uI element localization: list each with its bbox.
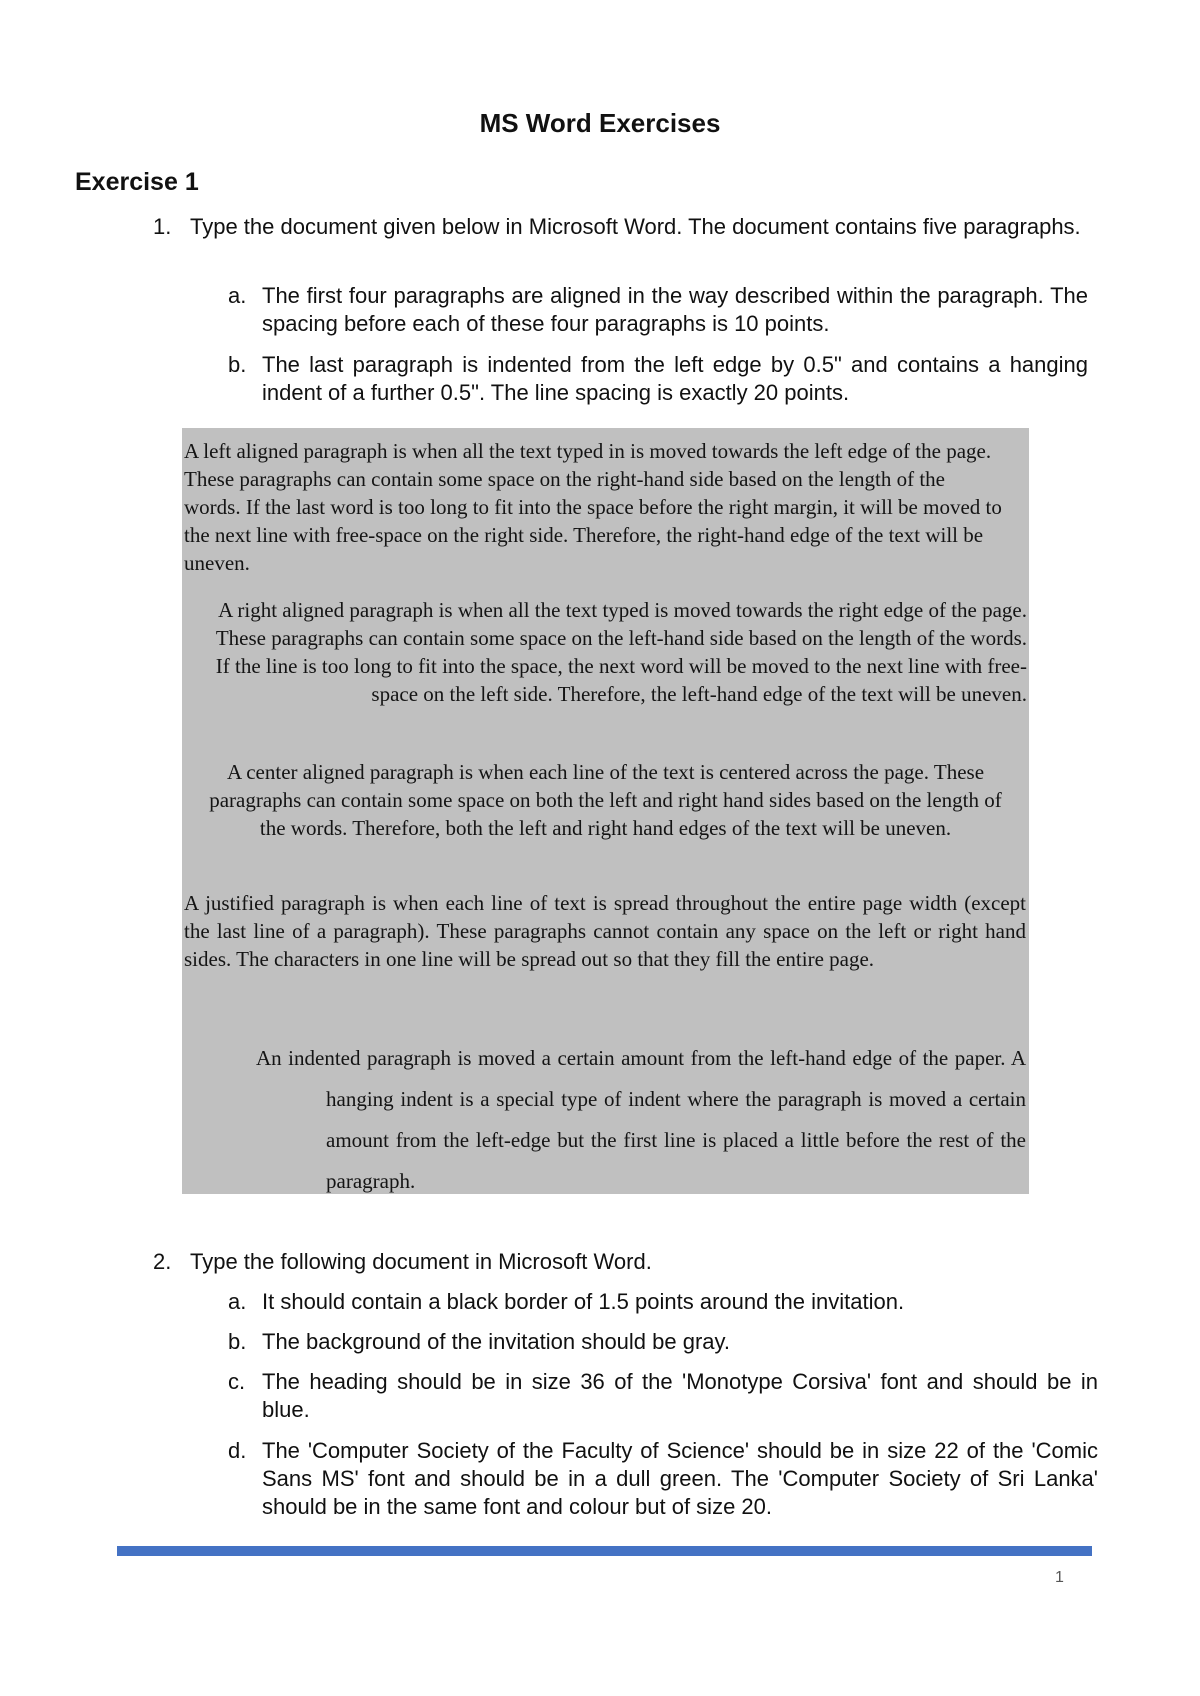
subitem-letter: b. — [228, 352, 247, 377]
sample-text-box — [182, 428, 1029, 1194]
subitem-text: The heading should be in size 36 of the 'Monotype Corsiva' font and should be in blue. — [262, 1369, 1098, 1422]
subitem-letter: d. — [228, 1438, 247, 1463]
center-aligned-paragraph — [182, 758, 1029, 842]
question-2-subitem-c — [228, 1368, 1098, 1424]
question-2-subitem-b — [228, 1328, 1088, 1356]
subitem-text: The background of the invitation should be gray. — [262, 1329, 731, 1354]
page-number: 1 — [1055, 1569, 1064, 1586]
right-aligned-paragraph: A right aligned paragraph is when all the text typed is moved towards the right edge of the page. These paragraphs can contain some space on the left-hand side based on the length of the words. If the line is too long to fit into the space, the next word will be moved to the next line with free-space on the left side. Therefore, the left-hand edge of the text will be uneven. — [215, 598, 1027, 706]
subitem-letter: a. — [228, 283, 247, 308]
subitem-text: The 'Computer Society of the Faculty of Science' should be in size 22 of the 'Comic Sans MS' font and should be in a dull green. The 'Computer Society of Sri Lanka' should be in the same font and colour but of size 20. — [262, 1438, 1098, 1519]
question-number: 2. — [153, 1249, 172, 1274]
subitem-letter: a. — [228, 1289, 247, 1314]
subitem-letter: b. — [228, 1329, 247, 1354]
center-aligned-text: A center aligned paragraph is when each line of the text is centered across the page. These paragraphs can contain some space on both the left and right hand sides based on the length of the words. Therefore, both the left and right hand edges of the text will be uneven. — [209, 760, 1002, 840]
subitem-text: The last paragraph is indented from the left edge by 0.5" and contains a hanging indent of a further 0.5". The line spacing is exactly 20 points. — [262, 352, 1088, 405]
question-1-subitem-a — [228, 282, 1088, 338]
question-2 — [153, 1248, 1088, 1276]
question-2-subitem-a — [228, 1288, 1088, 1316]
section-heading: Exercise 1 — [75, 168, 199, 196]
subitem-letter: c. — [228, 1369, 246, 1394]
question-1-subitem-b — [228, 351, 1088, 407]
question-2-subitem-d — [228, 1437, 1098, 1521]
left-aligned-paragraph: A left aligned paragraph is when all the text typed in is moved towards the left edge of the page. These paragraphs can contain some space on the right-hand side based on the length of the words. If the last word is too long to fit into the space before the right margin, it will be moved to the next line with free-space on the right side. Therefore, the right-hand edge of the text will be uneven. — [184, 439, 1002, 575]
footer-bar — [117, 1546, 1092, 1556]
document-title: MS Word Exercises — [479, 108, 721, 138]
justified-paragraph: A justified paragraph is when each line of text is spread throughout the entire page width (except the last line of a paragraph). These paragraphs cannot contain any space on the left or right hand sides. The characters in one line will be spread out so that they fill the entire page. — [184, 891, 1026, 971]
subitem-text: The first four paragraphs are aligned in the way described within the paragraph. The spacing before each of these four paragraphs is 10 points. — [262, 283, 1088, 336]
question-text: Type the document given below in Microsoft Word. The document contains five paragraphs. — [190, 214, 1081, 239]
indented-paragraph: An indented paragraph is moved a certain amount from the left-hand edge of the paper. A hanging indent is a special type of indent where the paragraph is moved a certain amount from the left-edge but the first line is placed a little before the rest of the paragraph. — [256, 1046, 1026, 1193]
subitem-text: It should contain a black border of 1.5 points around the invitation. — [262, 1289, 905, 1314]
question-text: Type the following document in Microsoft Word. — [190, 1249, 652, 1274]
question-1 — [153, 213, 1088, 241]
question-number: 1. — [153, 214, 172, 239]
